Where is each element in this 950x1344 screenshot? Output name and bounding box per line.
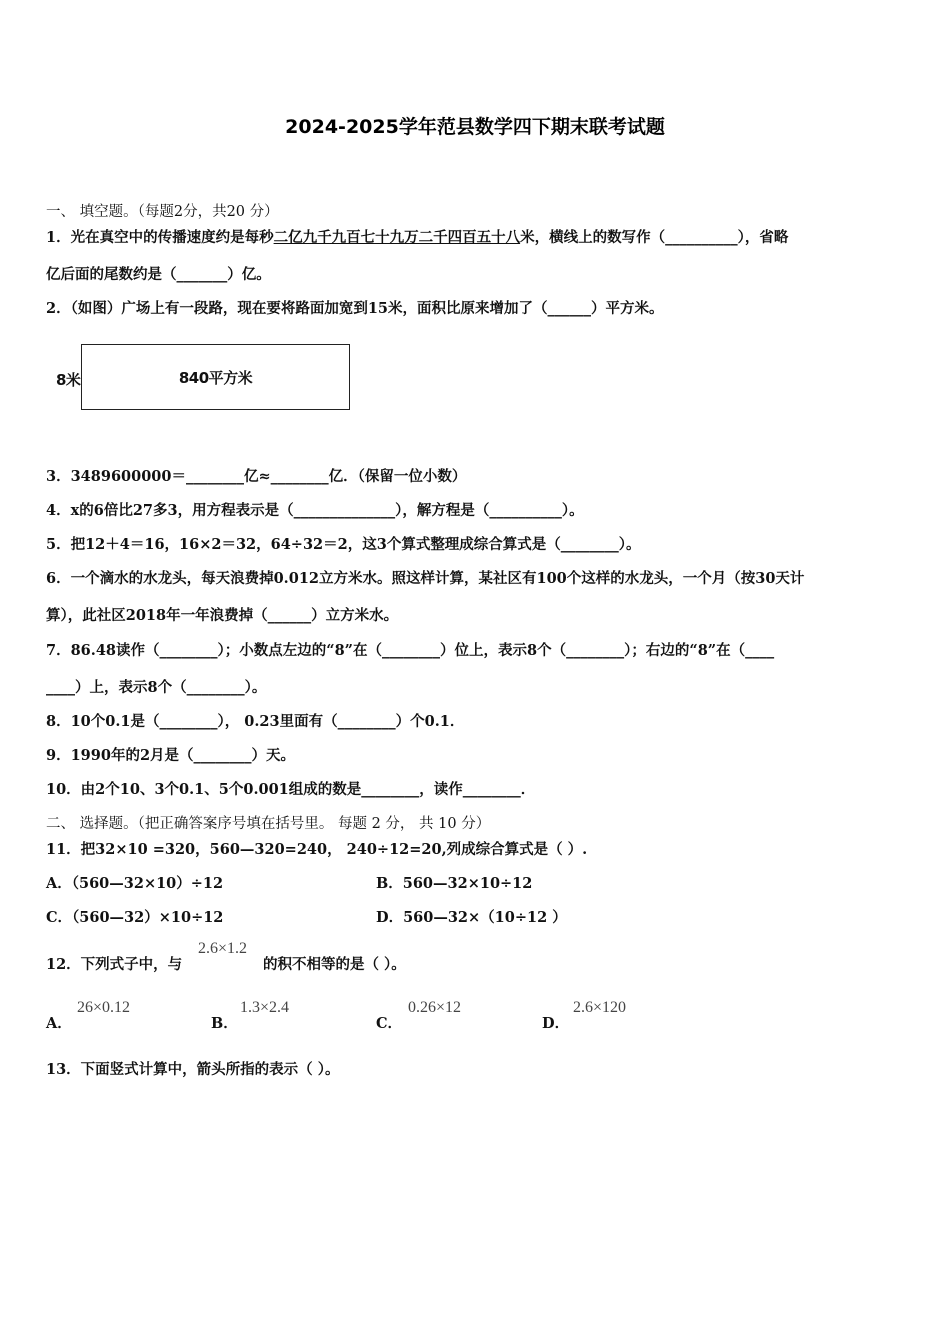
section-2-heading: 二、 选择题。（把正确答案序号填在括号里。 每题 2 分， 共 10 分） xyxy=(46,816,491,832)
question-1-line-2: 亿后面的尾数约是（_______）亿。 xyxy=(46,266,271,283)
q11-option-d: D．560—32×（10÷12 ） xyxy=(376,909,567,926)
q12-expression: 2.6×1.2 xyxy=(198,940,248,957)
q12-option-c-expr: 0.26×12 xyxy=(408,999,462,1016)
figure-area-label: 840平方米 xyxy=(178,368,253,387)
question-9: 9．1990年的2月是（________）天。 xyxy=(46,747,296,764)
q12-option-b-label: B． xyxy=(211,1015,238,1032)
q11-option-b: B．560—32×10÷12 xyxy=(376,875,533,892)
q1-text-post: 米，横线上的数写作（__________），省略 xyxy=(520,229,789,246)
figure-side-label: 8米 xyxy=(56,371,81,389)
q12-text-post: 的积不相等的是（ ）。 xyxy=(263,956,406,973)
question-5: 5．把12＋4＝16，16×2＝32，64÷32＝2，这3个算式整理成综合算式是（________）。 xyxy=(46,536,641,553)
q1-underlined-number: 二亿九千九百七十九万二千四百五十八 xyxy=(273,229,521,246)
q12-option-c-label: C． xyxy=(376,1015,403,1032)
question-1-line-1 xyxy=(46,228,788,248)
q1-text-pre: 1．光在真空中的传播速度约是每秒 xyxy=(46,229,274,246)
question-7-line-1: 7．86.48读作（________）；小数点左边的“8”在（________）位上，表示8个（________）；右边的“8”在（____ xyxy=(46,642,775,659)
q12-option-d-label: D． xyxy=(542,1015,570,1032)
question-2: 2．（如图）广场上有一段路，现在要将路面加宽到15米，面积比原来增加了（______）平方米。 xyxy=(46,300,664,317)
q11-option-c: C．（560—32）×10÷12 xyxy=(46,909,224,926)
q12-option-a-expr: 26×0.12 xyxy=(77,999,131,1016)
question-8: 8．10个0.1是（________）， 0.23里面有（________）个0.1． xyxy=(46,713,465,730)
q12-text-pre: 12．下列式子中，与 xyxy=(46,956,183,973)
q12-option-b-expr: 1.3×2.4 xyxy=(240,999,290,1016)
question-6-line-2: 算），此社区2018年一年浪费掉（______）立方米水。 xyxy=(46,607,399,624)
question-13: 13．下面竖式计算中，箭头所指的表示（ ）。 xyxy=(46,1061,340,1078)
q12-option-a-label: A． xyxy=(46,1015,72,1032)
section-1-heading: 一、 填空题。（每题2分，共20 分） xyxy=(46,204,279,220)
page-title: 2024-2025学年范县数学四下期末联考试题 xyxy=(285,116,665,138)
question-4: 4．x的6倍比27多3，用方程表示是（______________），解方程是（__________）。 xyxy=(46,502,584,519)
question-3: 3．3489600000＝________亿≈________亿．（保留一位小数） xyxy=(46,468,467,485)
question-7-line-2: ____）上，表示8个（________）。 xyxy=(46,679,267,696)
q12-option-d-expr: 2.6×120 xyxy=(573,999,627,1016)
q11-option-a: A．（560—32×10）÷12 xyxy=(46,875,224,892)
question-10: 10．由2个10、3个0.1、5个0.001组成的数是________，读作________． xyxy=(46,781,536,798)
question-11-stem: 11．把32×10 =320，560—320=240， 240÷12=20,列成综合算式是（ ）. xyxy=(46,841,588,858)
question-6-line-1: 6．一个滴水的水龙头，每天浪费掉0.012立方米水。照这样计算，某社区有100个这样的水龙头，一个月（按30天计 xyxy=(46,570,805,587)
